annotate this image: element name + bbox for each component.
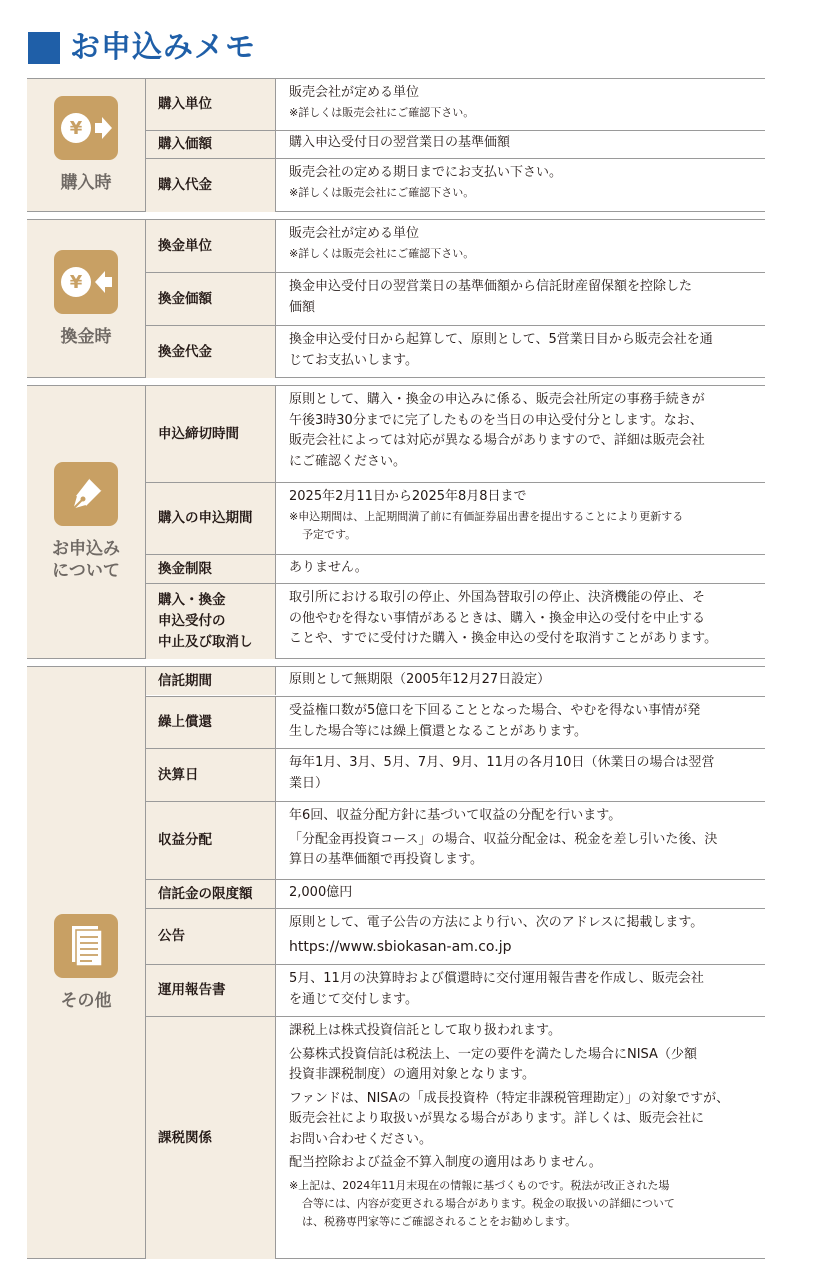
row-label: 購入価額 <box>146 131 276 158</box>
row-label: 信託金の限度額 <box>146 880 276 908</box>
content-line: 午後3時30分までに完了したものを当日の申込受付分とします。なお、 <box>289 412 703 428</box>
section-redemption <box>27 219 765 378</box>
section-purchase <box>27 78 765 212</box>
category-label-line: お申込み <box>52 539 120 559</box>
fountain-pen-icon <box>54 462 118 526</box>
table-row <box>146 220 765 272</box>
content-line: 取引所における取引の停止、外国為替取引の停止、決済機能の停止、そ <box>289 590 706 605</box>
row-label: 繰上償還 <box>146 697 276 748</box>
row-content <box>277 326 765 378</box>
page-header <box>28 30 256 66</box>
content-line: 公募株式投資信託は税法上、一定の要件を満たした場合にNISA（少額 <box>289 1046 697 1062</box>
table-row <box>146 386 765 482</box>
row-label-line: 購入・換金 <box>158 592 226 608</box>
content-line: ありません。 <box>289 560 368 575</box>
row-label: 換金価額 <box>146 273 276 325</box>
content-line: 原則として、電子公告の方法により行い、次のアドレスに掲載します。 <box>289 915 704 930</box>
row-label-line: 申込受付の <box>158 613 226 629</box>
document-icon <box>54 914 118 978</box>
row-label <box>146 584 276 659</box>
table-row <box>146 554 765 583</box>
content-line: 業日） <box>289 775 329 791</box>
content-note: ※詳しくは販売会社にご確認下さい。 <box>289 246 475 260</box>
content-line: ことや、すでに受付けた購入・換金申込の受付を取消すことがあります。 <box>289 631 718 646</box>
category-purchase <box>27 79 146 211</box>
row-content <box>277 483 765 554</box>
row-content <box>277 909 765 964</box>
content-line: 2025年2月11日から2025年8月8日まで <box>289 489 527 504</box>
row-content <box>277 159 765 212</box>
table-row <box>146 272 765 325</box>
row-label: 換金制限 <box>146 555 276 583</box>
content-note: は、税務専門家等にご確認されることをお勧めします。 <box>302 1214 577 1228</box>
row-content <box>277 220 765 272</box>
content-line: 課税上は株式投資信託として取り扱われます。 <box>289 1023 561 1038</box>
category-label: 購入時 <box>60 173 112 193</box>
table-row <box>146 667 765 695</box>
category-label-line: について <box>52 561 120 581</box>
content-line: ファンドは、NISAの「成長投資枠（特定非課税管理勘定）」の対象ですが、 <box>289 1090 730 1106</box>
table-row <box>146 748 765 801</box>
row-content <box>277 965 765 1016</box>
section-other <box>27 666 765 1259</box>
content-note: 合等には、内容が変更される場合があります。税金の取扱いの詳細について <box>302 1196 675 1210</box>
content-line: 販売会社が定める単位 <box>289 85 420 100</box>
row-content <box>277 1017 765 1259</box>
content-note: ※申込期間は、上記期間満了前に有価証券届出書を提出することにより更新する <box>289 509 684 523</box>
table-row <box>146 964 765 1016</box>
table-row <box>146 908 765 964</box>
content-line: 販売会社により取扱いが異なる場合があります。詳しくは、販売会社に <box>289 1111 704 1126</box>
table-row <box>146 79 765 130</box>
content-line: 2,000億円 <box>289 885 353 900</box>
row-content <box>277 273 765 325</box>
row-label-line: 中止及び取消し <box>158 634 253 650</box>
row-label: 購入代金 <box>146 159 276 212</box>
category-other <box>27 667 146 1258</box>
content-note: ※詳しくは販売会社にご確認下さい。 <box>289 185 475 199</box>
table-row <box>146 158 765 212</box>
row-content <box>277 749 765 801</box>
content-note: ※詳しくは販売会社にご確認下さい。 <box>289 105 475 119</box>
content-line: 算日の基準価額で再投資します。 <box>289 852 483 867</box>
row-label: 課税関係 <box>146 1017 276 1259</box>
category-label: その他 <box>60 990 112 1011</box>
category-application <box>27 386 146 658</box>
svg-text:¥: ¥ <box>69 118 83 139</box>
website-url: https://www.sbiokasan-am.co.jp <box>289 938 512 955</box>
row-label: 信託期間 <box>146 667 276 695</box>
row-label: 換金代金 <box>146 326 276 378</box>
table-row <box>146 1016 765 1259</box>
row-content <box>277 584 765 659</box>
category-redemption <box>27 220 146 377</box>
title-marker <box>28 32 60 64</box>
section-application <box>27 385 765 659</box>
content-line: 「分配金再投資コース」の場合、収益分配金は、税金を差し引いた後、決 <box>289 831 718 847</box>
table-row <box>146 801 765 879</box>
content-line: 価額 <box>289 299 316 315</box>
row-content <box>277 802 765 879</box>
content-line: 販売会社によっては対応が異なる場合がありますので、詳細は販売会社 <box>289 433 705 448</box>
row-label: 購入の申込期間 <box>146 483 276 554</box>
row-content <box>277 131 765 158</box>
content-line: 換金申込受付日の翌営業日の基準価額から信託財産留保額を控除した <box>289 279 693 294</box>
yen-arrow-right-icon <box>54 96 118 160</box>
table-row <box>146 879 765 908</box>
content-line: を通じて交付します。 <box>289 991 418 1007</box>
row-content <box>277 697 765 748</box>
content-line: 配当控除および益金不算入制度の適用はありません。 <box>289 1155 602 1170</box>
row-content <box>277 555 765 583</box>
row-content <box>277 880 765 908</box>
row-content <box>277 667 765 695</box>
content-line: にご確認ください。 <box>289 453 407 469</box>
content-line: 生した場合等には繰上償還となることがあります。 <box>289 723 587 739</box>
row-label: 運用報告書 <box>146 965 276 1016</box>
row-label: 収益分配 <box>146 802 276 879</box>
content-line: 販売会社が定める単位 <box>289 226 420 241</box>
row-content <box>277 79 765 130</box>
content-line: お問い合わせください。 <box>289 1131 433 1147</box>
content-line: 原則として、購入・換金の申込みに係る、販売会社所定の事務手続きが <box>289 392 705 407</box>
content-line: 毎年1月、3月、5月、7月、9月、11月の各月10日（休業日の場合は翌営 <box>289 755 715 770</box>
row-label: 決算日 <box>146 749 276 801</box>
content-line: 投資非課税制度）の適用対象となります。 <box>289 1067 535 1082</box>
table-row <box>146 482 765 554</box>
table-row <box>146 130 765 158</box>
content-line: 購入申込受付日の翌営業日の基準価額 <box>289 135 511 150</box>
svg-text:¥: ¥ <box>69 271 83 293</box>
table-row <box>146 583 765 659</box>
content-line: 販売会社の定める期日までにお支払い下さい。 <box>289 165 563 180</box>
yen-arrow-left-icon <box>54 250 118 314</box>
content-line: 5月、11月の決算時および償還時に交付運用報告書を作成し、販売会社 <box>289 971 704 986</box>
table-row <box>146 696 765 748</box>
row-content <box>277 386 765 482</box>
content-note: ※上記は、2024年11月末現在の情報に基づくものです。税法が改正された場 <box>289 1178 670 1192</box>
row-label: 購入単位 <box>146 79 276 130</box>
content-line: 換金申込受付日から起算して、原則として、5営業日目から販売会社を通 <box>289 332 713 347</box>
content-line: 原則として無期限（2005年12月27日設定） <box>289 672 551 687</box>
category-label: 換金時 <box>60 326 112 347</box>
category-label <box>52 538 120 582</box>
row-label: 申込締切時間 <box>146 386 276 482</box>
content-line: 受益権口数が5億口を下回ることとなった場合、やむを得ない事情が発 <box>289 703 701 718</box>
page-title: お申込みメモ <box>70 30 256 65</box>
content-line: じてお支払いします。 <box>289 352 418 368</box>
content-note: 予定です。 <box>302 527 357 541</box>
content-line: の他やむを得ない事情があるときは、購入・換金申込の受付を中止する <box>289 610 706 626</box>
table-row <box>146 325 765 378</box>
content-line: 年6回、収益分配方針に基づいて収益の分配を行います。 <box>289 808 622 823</box>
row-label: 換金単位 <box>146 220 276 272</box>
row-label: 公告 <box>146 909 276 964</box>
